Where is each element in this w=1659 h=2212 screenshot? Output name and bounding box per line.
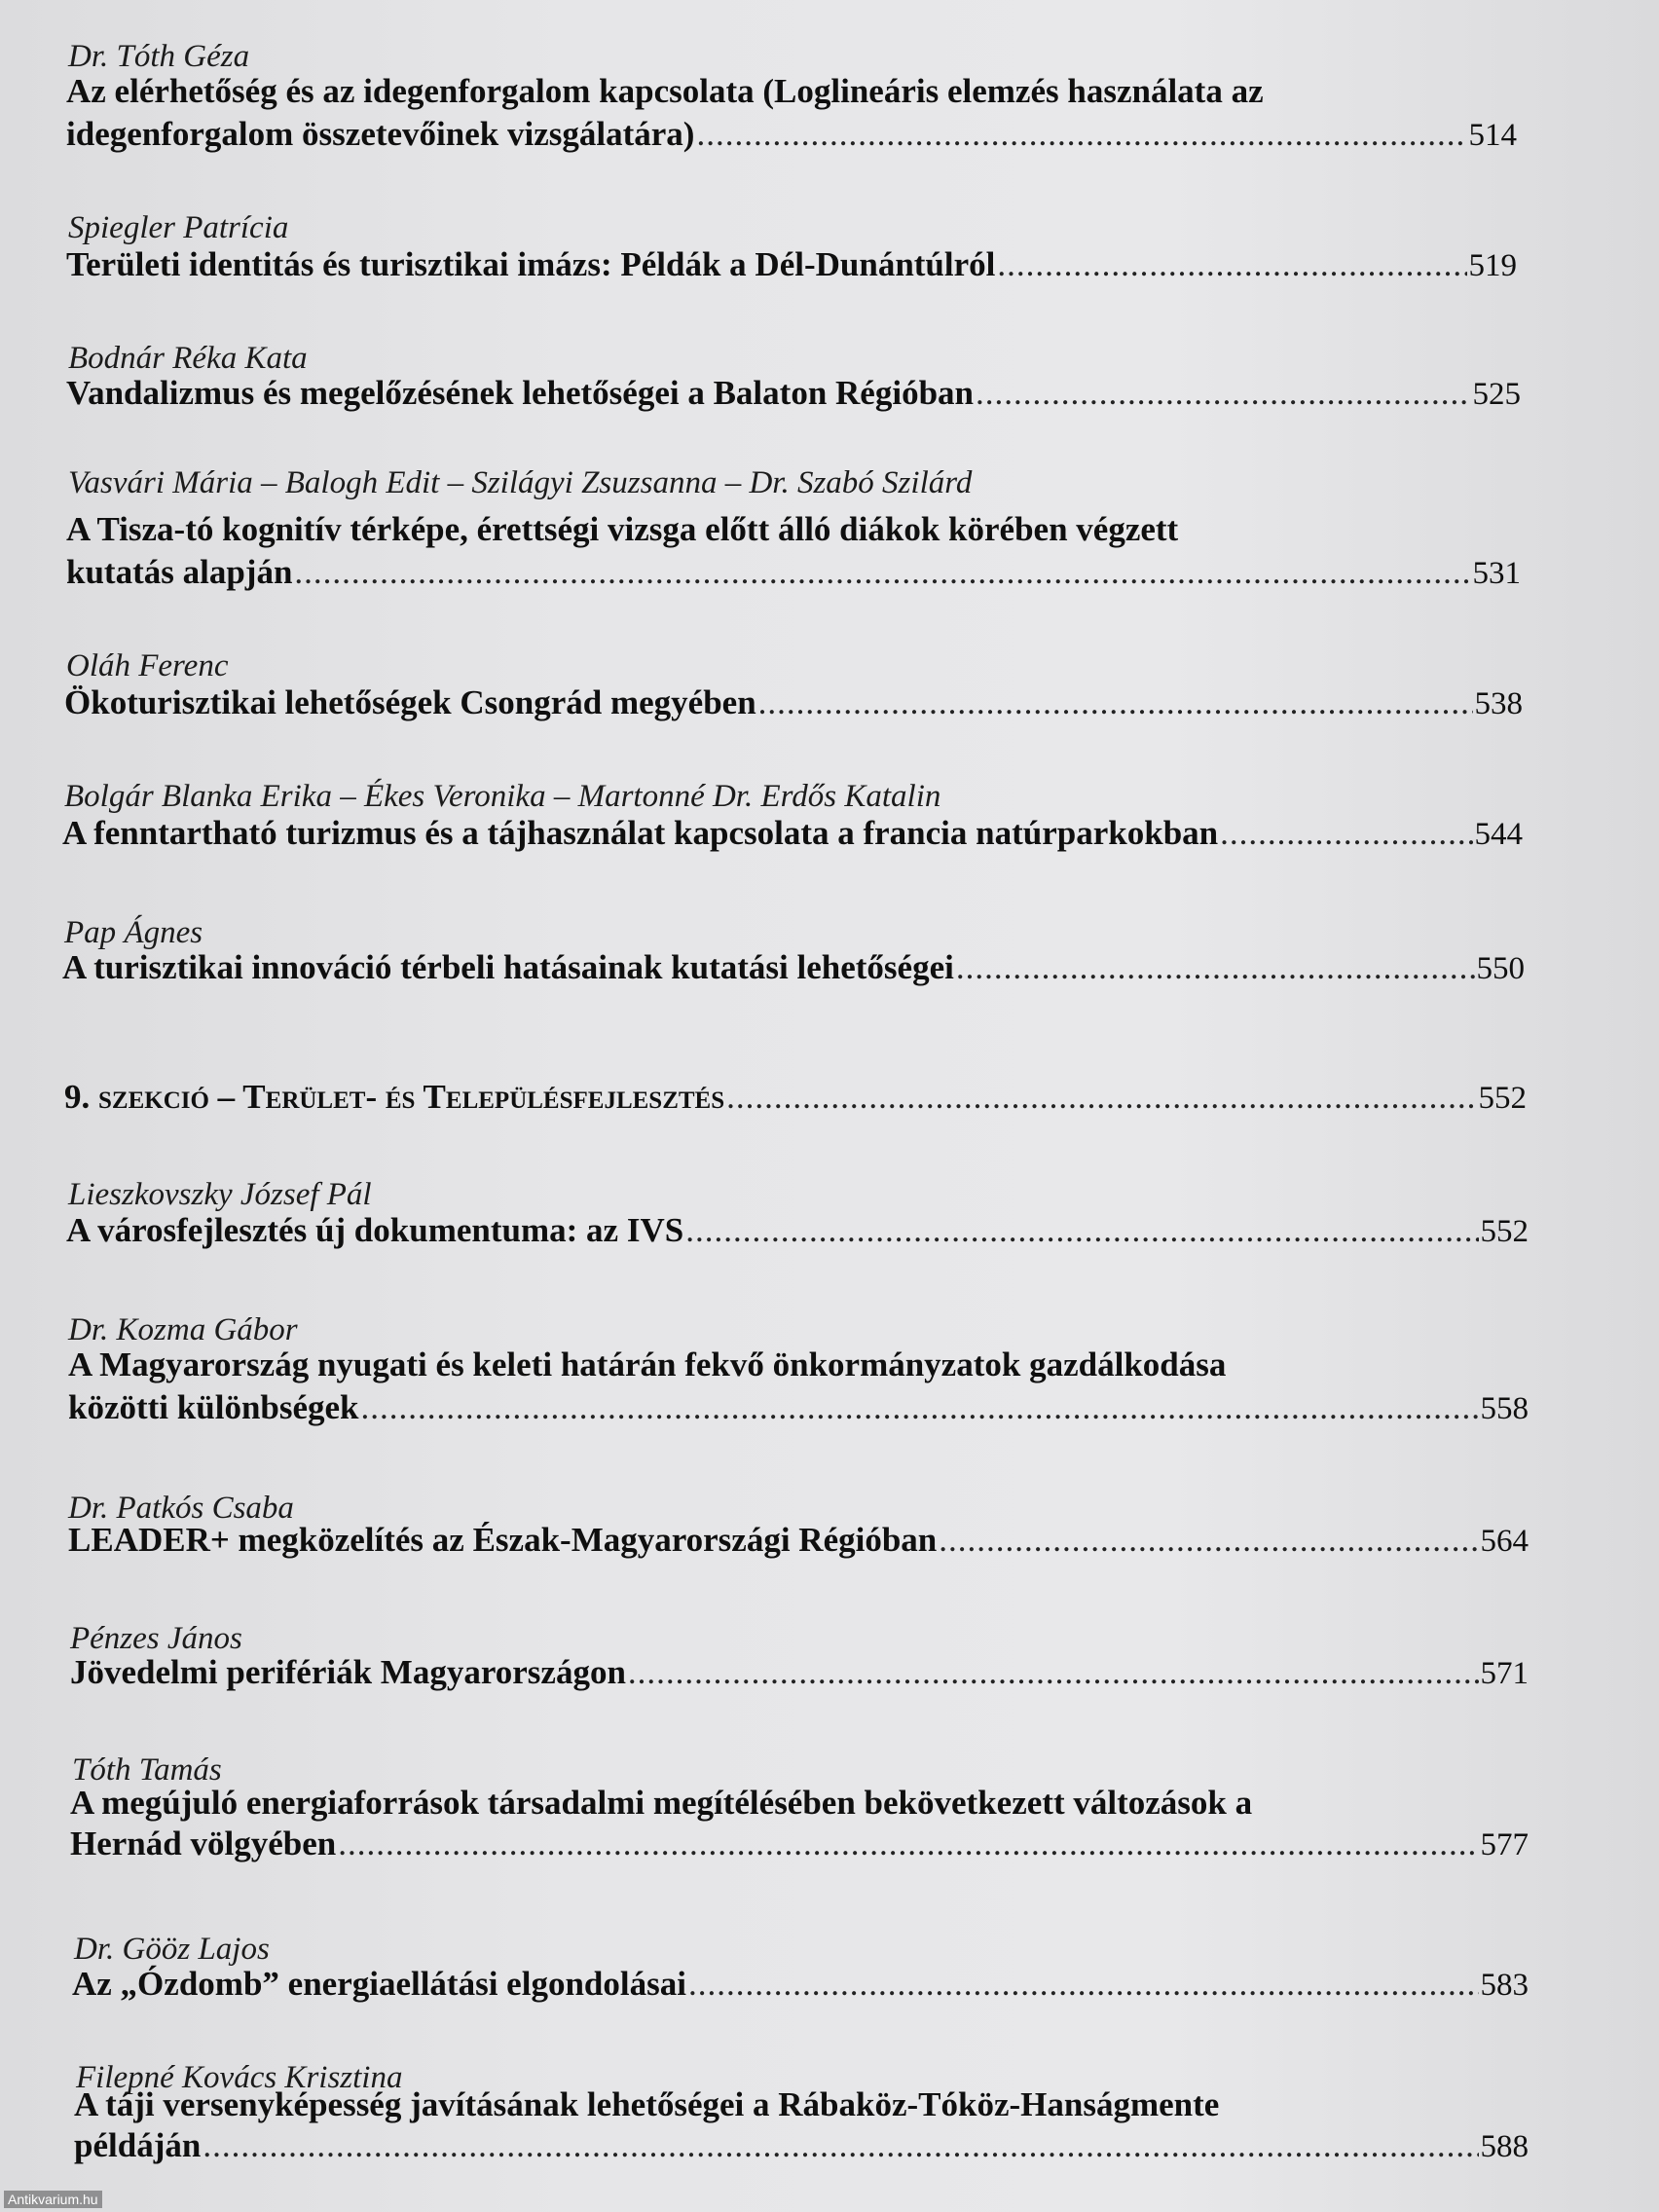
page-number: 550	[1476, 951, 1525, 986]
entry-title-line: A fenntartható turizmus és a tájhasználat kapcsolata a francia natúrparkokban	[62, 814, 1219, 852]
entry-title-last	[68, 1386, 1529, 1430]
entry-title-line: A megújuló energiaforrások társadalmi megítélésében bekövetkezett változások a	[70, 1784, 1253, 1822]
entry-title-line: Ökoturisztikai lehetőségek Csongrád megyében	[64, 683, 756, 721]
entry-title-line: A táji versenyképesség javításának lehetőségei a Rábaköz-Tóköz-Hanságmente	[74, 2085, 1220, 2123]
entry-title-line: Az „Ózdomb” energiaellátási elgondolásai	[72, 1965, 686, 2003]
entry-title-line: LEADER+ megközelítés az Észak-Magyarországi Régióban	[68, 1521, 938, 1559]
dot-leader	[1220, 812, 1472, 855]
entry-title-last	[72, 1963, 1529, 2007]
entry-title-line: kutatás alapján	[66, 553, 293, 591]
entry-title-line: idegenforgalom összetevőinek vizsgálatára)	[66, 115, 695, 153]
entry-title-line: közötti különbségek	[68, 1388, 359, 1426]
dot-leader	[726, 1076, 1476, 1119]
page-number: 544	[1474, 817, 1523, 852]
entry-title-last	[62, 946, 1525, 990]
entry-author: Dr. Kozma Gábor	[68, 1312, 298, 1347]
page-number: 583	[1480, 1968, 1529, 2003]
entry-author: Vasvári Mária – Balogh Edit – Szilágyi Zsuzsanna – Dr. Szabó Szilárd	[68, 465, 973, 500]
dot-leader	[294, 551, 1470, 594]
entry-title-line: Hernád völgyében	[70, 1825, 337, 1862]
page-number: 531	[1472, 556, 1521, 591]
entry-title-line: A Tisza-tó kognitív térképe, érettségi vizsga előtt álló diákok körében végzett	[66, 510, 1179, 548]
page-number: 552	[1478, 1081, 1527, 1116]
entry-title-last	[64, 682, 1523, 725]
page-number: 571	[1480, 1656, 1529, 1691]
entry-title-last	[70, 1651, 1529, 1695]
entry-title-last	[66, 372, 1521, 416]
entry-title-line: Jövedelmi perifériák Magyarországon	[70, 1653, 626, 1691]
entry-title-last	[62, 812, 1523, 856]
entry-author: Oláh Ferenc	[66, 648, 229, 683]
page-number: 538	[1474, 686, 1523, 721]
page-number: 588	[1480, 2129, 1529, 2164]
page-number: 514	[1468, 118, 1517, 153]
entry-title-last	[66, 113, 1517, 157]
entry-title-last	[70, 1823, 1529, 1866]
page-number: 558	[1480, 1391, 1529, 1426]
entry-author: Spiegler Patrícia	[68, 210, 289, 245]
dot-leader	[361, 1386, 1479, 1429]
entry-author: Filepné Kovács Krisztina	[76, 2060, 403, 2095]
dot-leader	[758, 682, 1473, 724]
entry-title-line: A turisztikai innováció térbeli hatásainak kutatási lehetőségei	[62, 948, 954, 986]
entry-author: Dr. Tóth Géza	[68, 39, 250, 74]
entry-author: Dr. Gööz Lajos	[74, 1932, 270, 1967]
entry-author: Tóth Tamás	[72, 1752, 222, 1788]
entry-title-line: példáján	[74, 2126, 202, 2164]
entry-author: Pénzes János	[70, 1621, 242, 1656]
dot-leader	[939, 1519, 1478, 1562]
dot-leader	[688, 1963, 1479, 2006]
dot-leader	[956, 946, 1475, 989]
dot-leader	[976, 372, 1471, 415]
entry-title-last	[66, 551, 1521, 595]
dot-leader	[628, 1651, 1479, 1694]
page-number: 577	[1480, 1827, 1529, 1862]
entry-title-line: Az elérhetőség és az idegenforgalom kapcsolata (Loglineáris elemzés használata az	[66, 72, 1264, 110]
entry-author: Lieszkovszky József Pál	[68, 1177, 372, 1212]
page-number: 519	[1468, 248, 1517, 283]
section-label: 9. szekció – Terület- és Településfejlesztés	[64, 1078, 725, 1116]
entry-title-line: Vandalizmus és megelőzésének lehetőségei a Balaton Régióban	[66, 374, 974, 412]
entry-author: Bodnár Réka Kata	[68, 341, 308, 376]
entry-title-last	[66, 1209, 1529, 1253]
entry-title-last	[66, 243, 1517, 287]
entry-title-line: A városfejlesztés új dokumentuma: az IVS	[66, 1211, 684, 1249]
entry-title-last	[68, 1519, 1529, 1563]
page-number: 552	[1480, 1214, 1529, 1249]
entry-title-line: A Magyarország nyugati és keleti határán fekvő önkormányzatok gazdálkodása	[68, 1346, 1227, 1383]
dot-leader	[685, 1209, 1478, 1252]
dot-leader	[338, 1823, 1478, 1865]
watermark-text: Antikvarium.hu	[4, 2191, 102, 2208]
page-number: 564	[1480, 1524, 1529, 1559]
page-number: 525	[1472, 377, 1521, 412]
dot-leader	[696, 113, 1466, 156]
dot-leader	[997, 243, 1466, 286]
entry-title-last	[74, 2124, 1529, 2168]
section-heading	[64, 1076, 1527, 1120]
dot-leader	[203, 2124, 1478, 2167]
entry-author: Pap Ágnes	[64, 915, 203, 950]
entry-title-line: Területi identitás és turisztikai imázs: Példák a Dél-Dunántúlról	[66, 245, 996, 283]
entry-author: Dr. Patkós Csaba	[68, 1491, 294, 1526]
entry-author: Bolgár Blanka Erika – Ékes Veronika – Martonné Dr. Erdős Katalin	[64, 779, 941, 814]
